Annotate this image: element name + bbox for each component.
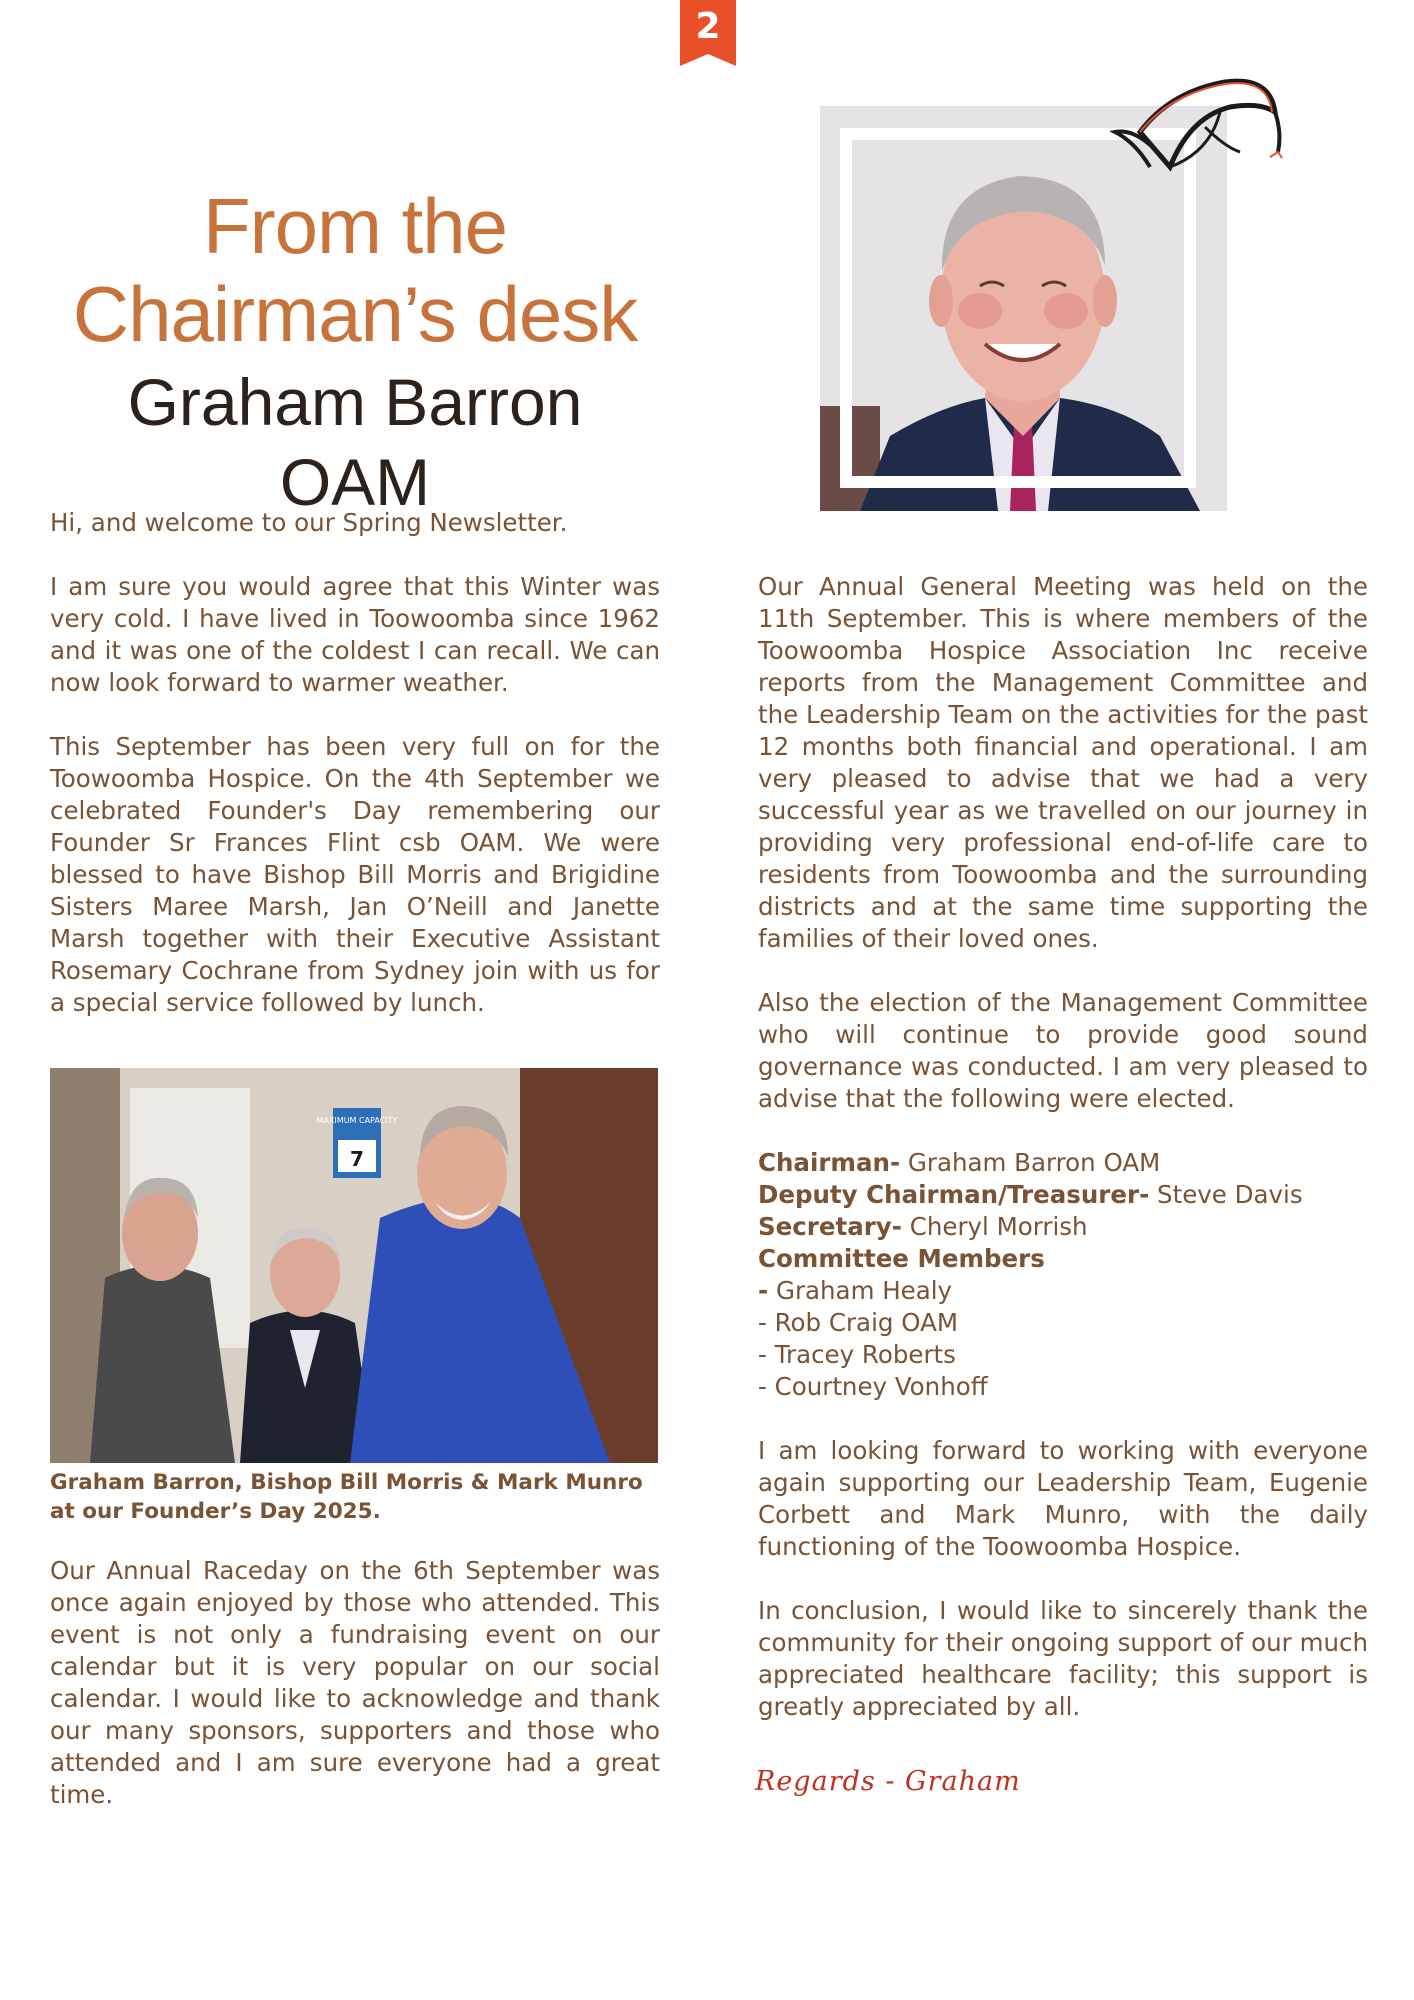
title-line-1: From the — [202, 182, 508, 270]
left-column-top — [50, 507, 660, 1051]
election-paragraph: Also the election of the Management Committee who will continue to provide good sound governance was conducted. I am very pleased to advise that the following were elected. — [758, 988, 1368, 1113]
founders-day-paragraph: This September has been very full on for the Toowoomba Hospice. On the 4th September we celebrated Founder's Day remembering our Founder Sr Frances Flint csb OAM. We were blessed to have Bishop Bill Morris and Brigidine Sisters Maree Marsh, Jan O’Neill and Janette Marsh together with their Executive Assistant Rosemary Cochrane from Sydney join with us for a special service followed by lunch. — [50, 732, 660, 1017]
winter-paragraph: I am sure you would agree that this Winter was very cold. I have lived in Toowoomba since 1962 and it was one of the coldest I can recall. We can now look forward to warmer weather. — [50, 572, 660, 697]
group-photo-illustration — [50, 1068, 658, 1463]
raceday-paragraph: Our Annual Raceday on the 6th September was once again enjoyed by those who attended. This event is not only a fundraising event on our calendar but it is very popular on our social calendar. I would like to acknowledge and thank our many sponsors, supporters and those who attended and I am sure everyone had a great time. — [50, 1556, 660, 1809]
title-author: Graham Barron OAM — [127, 365, 583, 519]
title-line-2: Chairman’s desk — [72, 270, 638, 358]
capacity-sign-label: MAXIMUM CAPACITY — [316, 1116, 398, 1125]
page-number: 2 — [695, 6, 721, 47]
agm-paragraph: Our Annual General Meeting was held on the 11th September. This is where members of the Toowoomba Hospice Association Inc receive reports from the Management Committee and the Leadership Team on the activities for the past 12 months both financial and operational. I am very pleased to advise that we had a very successful year as we travelled on our journey in providing very professional end-of-life care to residents from Toowoomba and the surrounding districts and at the same time supporting the families of their loved ones. — [758, 572, 1368, 953]
signature: Regards - Graham — [755, 1766, 1021, 1797]
right-column — [758, 571, 1368, 1723]
committee-chairman: Chairman- Graham Barron OAM — [758, 1148, 1161, 1177]
photo-caption: Graham Barron, Bishop Bill Morris & Mark Munro at our Founder’s Day 2025. — [50, 1470, 643, 1524]
page-title — [50, 182, 660, 522]
committee-deputy: Deputy Chairman/Treasurer- Steve Davis — [758, 1180, 1303, 1209]
committee-member: - Courtney Vonhoff — [758, 1372, 988, 1401]
committee-members-heading: Committee Members — [758, 1244, 1045, 1273]
left-column-bottom — [50, 1555, 660, 1843]
founders-day-photo — [50, 1068, 658, 1463]
conclusion-paragraph: In conclusion, I would like to sincerely thank the community for their ongoing support of our much appreciated healthcare facility; this support is greatly appreciated by all. — [758, 1596, 1368, 1721]
butterfly-icon — [1110, 72, 1285, 212]
committee-secretary: Secretary- Cheryl Morrish — [758, 1212, 1088, 1241]
committee-member: - Rob Craig OAM — [758, 1308, 958, 1337]
committee-member: - Graham Healy — [758, 1276, 953, 1305]
committee-list — [758, 1147, 1368, 1403]
leadership-paragraph: I am looking forward to working with everyone again supporting our Leadership Team, Eugenie Corbett and Mark Munro, with the daily functioning of the Toowoomba Hospice. — [758, 1436, 1368, 1561]
committee-member: - Tracey Roberts — [758, 1340, 956, 1369]
page-number-badge — [680, 0, 736, 66]
greeting-paragraph: Hi, and welcome to our Spring Newsletter. — [50, 508, 568, 537]
capacity-sign-number: 7 — [350, 1147, 364, 1171]
